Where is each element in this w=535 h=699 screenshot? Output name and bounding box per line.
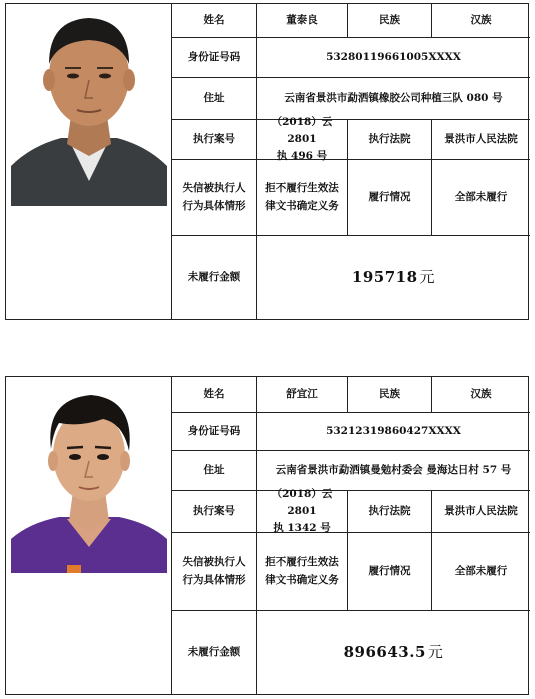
behavior-line2: 律文书确定义务 [265, 199, 339, 212]
behavior-line2: 律文书确定义务 [265, 573, 339, 586]
ethnicity-label: 民族 [348, 4, 432, 38]
court-value: 景洪市人民法院 [432, 491, 530, 533]
performance-label: 履行情况 [348, 533, 432, 611]
behavior-value [257, 533, 348, 611]
amount-value [257, 611, 530, 694]
person-photo-2 [6, 377, 172, 694]
ethnicity-label: 民族 [348, 377, 432, 413]
id-number: 53212319860427XXXX [257, 413, 530, 451]
portrait-1 [11, 6, 167, 206]
record-card-1 [5, 3, 529, 320]
behavior-label-line2: 行为具体情形 [182, 199, 246, 212]
name-label: 姓名 [172, 4, 257, 38]
behavior-value [257, 160, 348, 236]
court-label: 执行法院 [348, 491, 432, 533]
address-value: 云南省景洪市勐洒镇曼勉村委会 曼海达日村 57 号 [257, 451, 530, 491]
case-label: 执行案号 [172, 120, 257, 160]
behavior-label-line1: 失信被执行人 [182, 182, 246, 195]
behavior-label [172, 160, 257, 236]
amount-unit: 元 [419, 268, 436, 287]
behavior-label [172, 533, 257, 611]
portrait-2 [11, 379, 167, 573]
name-label: 姓名 [172, 377, 257, 413]
amount-number: 195718 [351, 268, 418, 287]
amount-number: 896643.5 [343, 643, 426, 662]
address-value: 云南省景洪市勐洒镇橡胶公司种植三队 080 号 [257, 78, 530, 120]
amount-unit: 元 [427, 643, 444, 662]
performance-label: 履行情况 [348, 160, 432, 236]
case-number-line2: 执 1342 号 [273, 522, 331, 535]
case-number-line2: 执 496 号 [276, 150, 328, 163]
person-photo-1 [6, 4, 172, 319]
address-label: 住址 [172, 451, 257, 491]
amount-label: 未履行金额 [172, 236, 257, 319]
behavior-label-line1: 失信被执行人 [182, 556, 246, 569]
behavior-line1: 拒不履行生效法 [265, 182, 339, 195]
id-number: 53280119661005XXXX [257, 38, 530, 78]
record-table-2 [172, 377, 528, 694]
address-label: 住址 [172, 78, 257, 120]
case-label: 执行案号 [172, 491, 257, 533]
behavior-line1: 拒不履行生效法 [265, 556, 339, 569]
id-label: 身份证号码 [172, 38, 257, 78]
record-table-1 [172, 4, 528, 319]
amount-label: 未履行金额 [172, 611, 257, 694]
case-number [257, 115, 348, 163]
case-number-line1: （2018）云 2801 [271, 487, 333, 517]
id-label: 身份证号码 [172, 413, 257, 451]
case-number [257, 487, 348, 535]
name-value: 舒宜江 [257, 377, 348, 413]
court-value: 景洪市人民法院 [432, 120, 530, 160]
court-label: 执行法院 [348, 120, 432, 160]
amount-value [257, 236, 530, 319]
ethnicity-value: 汉族 [432, 4, 530, 38]
case-number-line1: （2018）云 2801 [271, 115, 333, 145]
behavior-label-line2: 行为具体情形 [182, 573, 246, 586]
performance-value: 全部未履行 [432, 533, 530, 611]
record-card-2 [5, 376, 529, 695]
performance-value: 全部未履行 [432, 160, 530, 236]
name-value: 董泰良 [257, 4, 348, 38]
ethnicity-value: 汉族 [432, 377, 530, 413]
